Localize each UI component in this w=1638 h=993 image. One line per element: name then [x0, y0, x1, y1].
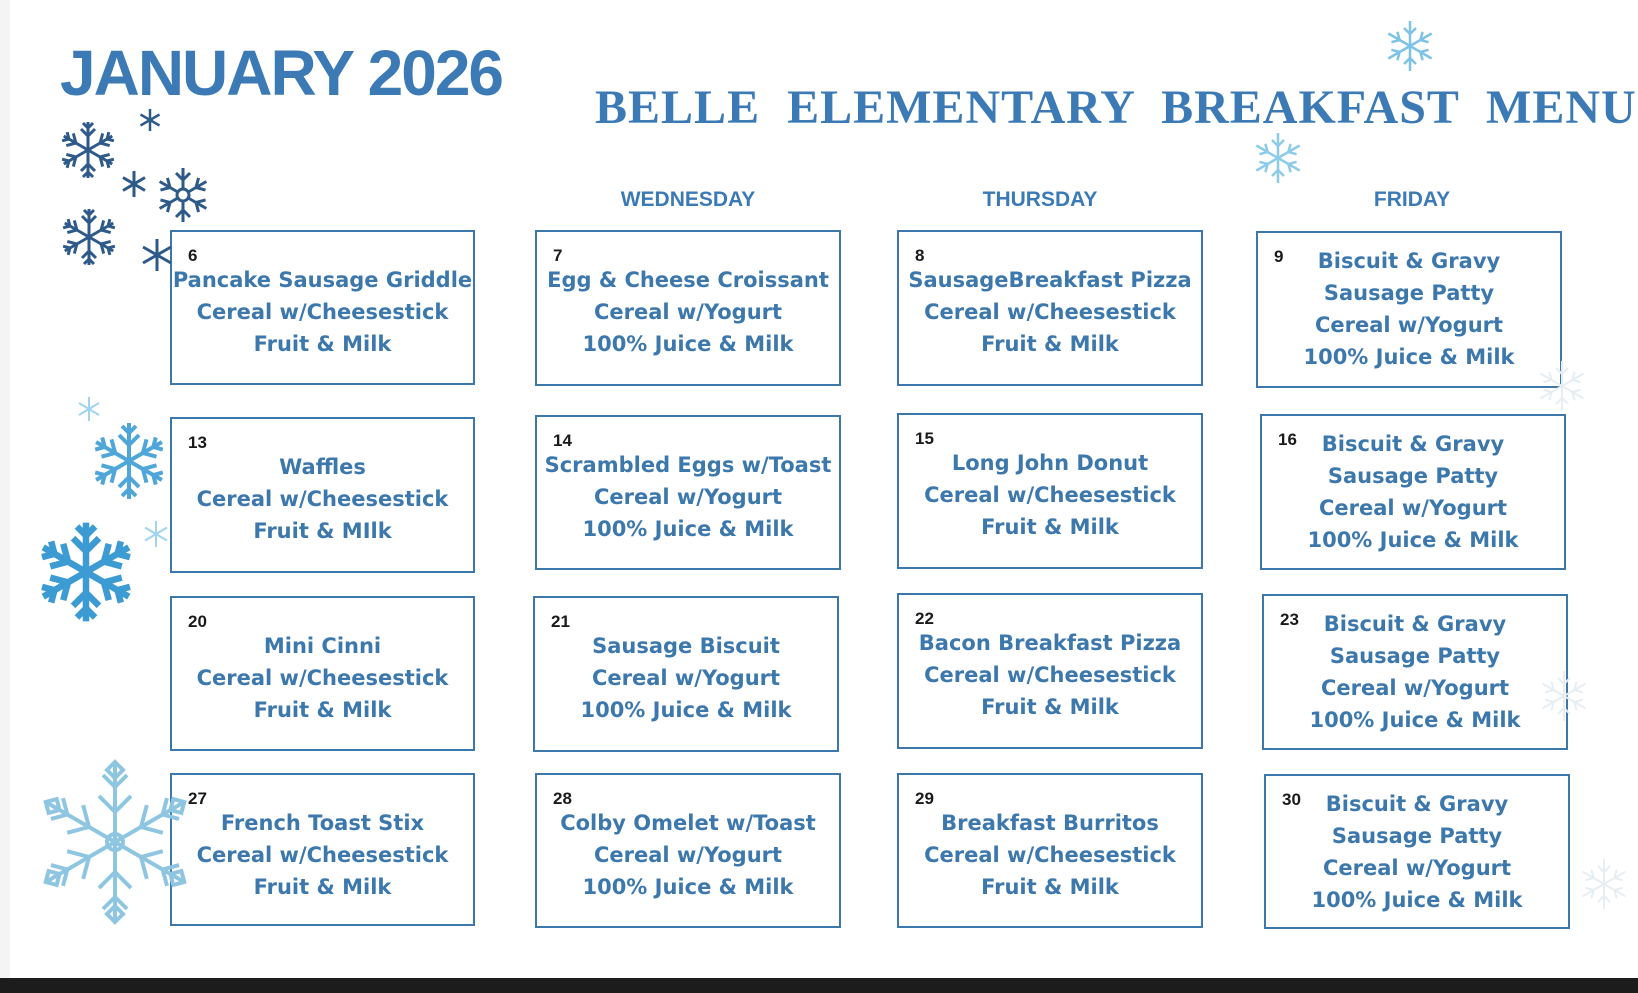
menu-cell-28	[535, 773, 841, 928]
cell-items	[172, 451, 473, 547]
menu-item: Cereal w/Cheesestick	[196, 666, 449, 690]
menu-cell-14	[535, 415, 841, 570]
cell-date: 14	[553, 431, 572, 450]
menu-item: Pancake Sausage Griddle	[172, 268, 473, 292]
menu-item: 100% Juice & Milk	[580, 698, 792, 722]
menu-cell-29	[897, 773, 1203, 928]
menu-item: Fruit & MIlk	[253, 519, 392, 543]
menu-item: Biscuit & Gravy	[1325, 792, 1509, 816]
cell-date: 29	[915, 789, 934, 808]
menu-item: 100% Juice & Milk	[1311, 888, 1523, 912]
day-header-friday: FRIDAY	[1373, 188, 1451, 211]
month-title: JANUARY 2026	[60, 37, 502, 109]
menu-item: 100% Juice & Milk	[1303, 345, 1515, 369]
snowflake-icon	[1576, 856, 1632, 912]
menu-cell-9	[1256, 231, 1562, 388]
menu-item: Cereal w/Cheesestick	[924, 300, 1176, 324]
menu-item: Sausage Patty	[1323, 281, 1495, 305]
menu-cell-8	[897, 230, 1203, 386]
snowflake-icon	[40, 516, 132, 628]
menu-item: Cereal w/Yogurt	[1322, 856, 1512, 880]
menu-item: 100% Juice & Milk	[582, 517, 794, 541]
menu-cell-20	[170, 596, 475, 751]
menu-item: Colby Omelet w/Toast	[560, 811, 816, 835]
page-bottom-edge	[0, 978, 1638, 993]
menu-item: Cereal w/Yogurt	[1318, 496, 1508, 520]
snowflake-icon	[1250, 130, 1306, 186]
menu-item: Long John Donut	[951, 451, 1149, 475]
menu-item: Cereal w/Cheesestick	[196, 300, 449, 324]
cell-items	[537, 807, 839, 903]
menu-cell-6	[170, 230, 475, 385]
page-left-edge	[0, 0, 10, 978]
menu-item: Cereal w/Yogurt	[591, 666, 781, 690]
menu-item: 100% Juice & Milk	[582, 332, 794, 356]
menu-item: Fruit & Milk	[253, 875, 392, 899]
menu-item: French Toast Stix	[220, 811, 425, 835]
menu-item: 100% Juice & Milk	[1307, 528, 1519, 552]
menu-item: Fruit & Milk	[253, 698, 392, 722]
menu-item: Cereal w/Cheesestick	[196, 843, 449, 867]
snowflake-icon	[88, 420, 170, 502]
cell-items	[1264, 608, 1566, 736]
menu-item: SausageBreakfast Pizza	[908, 268, 1192, 292]
menu-item: Fruit & Milk	[981, 695, 1119, 719]
cell-date: 13	[188, 433, 207, 452]
menu-item: Cereal w/Yogurt	[1314, 313, 1504, 337]
cell-date: 22	[915, 609, 934, 628]
cell-date: 30	[1282, 790, 1301, 809]
menu-item: Fruit & Milk	[981, 515, 1119, 539]
snowflake-icon	[138, 108, 162, 132]
cell-items	[1266, 788, 1568, 916]
snowflake-icon	[1528, 660, 1600, 732]
menu-item: Cereal w/Yogurt	[593, 300, 783, 324]
menu-cell-16	[1260, 414, 1566, 570]
cell-date: 16	[1278, 430, 1297, 449]
menu-item: Bacon Breakfast Pizza	[918, 631, 1182, 655]
snowflake-icon	[154, 166, 212, 224]
menu-cell-22	[897, 593, 1203, 749]
menu-cell-23	[1262, 594, 1568, 750]
menu-item: Cereal w/Cheesestick	[924, 843, 1176, 867]
menu-item: Scrambled Eggs w/Toast	[544, 453, 832, 477]
menu-item: 100% Juice & Milk	[582, 875, 794, 899]
menu-item: Sausage Patty	[1327, 464, 1499, 488]
snowflake-icon	[56, 118, 120, 182]
menu-item: Cereal w/Cheesestick	[196, 487, 449, 511]
menu-item: Sausage Biscuit	[592, 634, 780, 658]
cell-items	[1258, 245, 1560, 373]
snowflake-icon	[56, 204, 122, 270]
cell-date: 6	[188, 246, 198, 265]
snowflake-icon	[142, 520, 170, 548]
cell-items	[899, 264, 1201, 360]
menu-item: Cereal w/Cheesestick	[924, 663, 1176, 687]
menu-item: Breakfast Burritos	[941, 811, 1159, 835]
menu-item: Biscuit & Gravy	[1317, 249, 1501, 273]
cell-date: 8	[915, 246, 925, 265]
menu-item: Egg & Cheese Croissant	[547, 268, 829, 292]
cell-items	[1262, 428, 1564, 556]
cell-date: 9	[1274, 247, 1284, 266]
cell-date: 7	[553, 246, 563, 265]
cell-date: 23	[1280, 610, 1299, 629]
menu-item: Cereal w/Yogurt	[593, 485, 783, 509]
menu-item: Cereal w/Cheesestick	[924, 483, 1176, 507]
day-header-wednesday: WEDNESDAY	[620, 188, 756, 211]
snowflake-icon	[120, 170, 148, 198]
snowflake-icon	[1526, 350, 1598, 422]
snowflake-icon	[140, 238, 174, 272]
menu-item: Sausage Patty	[1329, 644, 1501, 668]
cell-items	[172, 807, 473, 903]
menu-item: Waffles	[279, 455, 366, 479]
menu-cell-21	[533, 596, 839, 752]
menu-item: Fruit & Milk	[981, 332, 1119, 356]
cell-date: 21	[551, 612, 570, 631]
day-header-thursday: THURSDAY	[982, 188, 1098, 211]
cell-items	[172, 264, 473, 360]
menu-item: Fruit & Milk	[253, 332, 392, 356]
cell-items	[899, 807, 1201, 903]
cell-items	[537, 449, 839, 545]
cell-items	[172, 630, 473, 726]
menu-item: Cereal w/Yogurt	[593, 843, 783, 867]
cell-date: 15	[915, 429, 934, 448]
cell-date: 28	[553, 789, 572, 808]
menu-item: 100% Juice & Milk	[1309, 708, 1521, 732]
menu-item: Sausage Patty	[1331, 824, 1503, 848]
menu-item: Cereal w/Yogurt	[1320, 676, 1510, 700]
menu-cell-27	[170, 773, 475, 926]
cell-items	[537, 264, 839, 360]
cell-date: 20	[188, 612, 207, 631]
menu-title: BELLE ELEMENTARY BREAKFAST MENU	[595, 81, 1637, 134]
snowflake-icon	[76, 396, 102, 422]
menu-item: Biscuit & Gravy	[1323, 612, 1507, 636]
menu-item: Biscuit & Gravy	[1321, 432, 1505, 456]
menu-item: Mini Cinni	[263, 634, 382, 658]
snowflake-icon	[1372, 18, 1448, 74]
menu-cell-30	[1264, 774, 1570, 929]
menu-cell-15	[897, 413, 1203, 569]
snowflake-icon	[40, 750, 190, 935]
cell-items	[899, 447, 1201, 543]
menu-cell-13	[170, 417, 475, 573]
cell-date: 27	[188, 789, 207, 808]
menu-item: Fruit & Milk	[981, 875, 1119, 899]
cell-items	[899, 627, 1201, 723]
cell-items	[535, 630, 837, 726]
menu-cell-7	[535, 230, 841, 386]
